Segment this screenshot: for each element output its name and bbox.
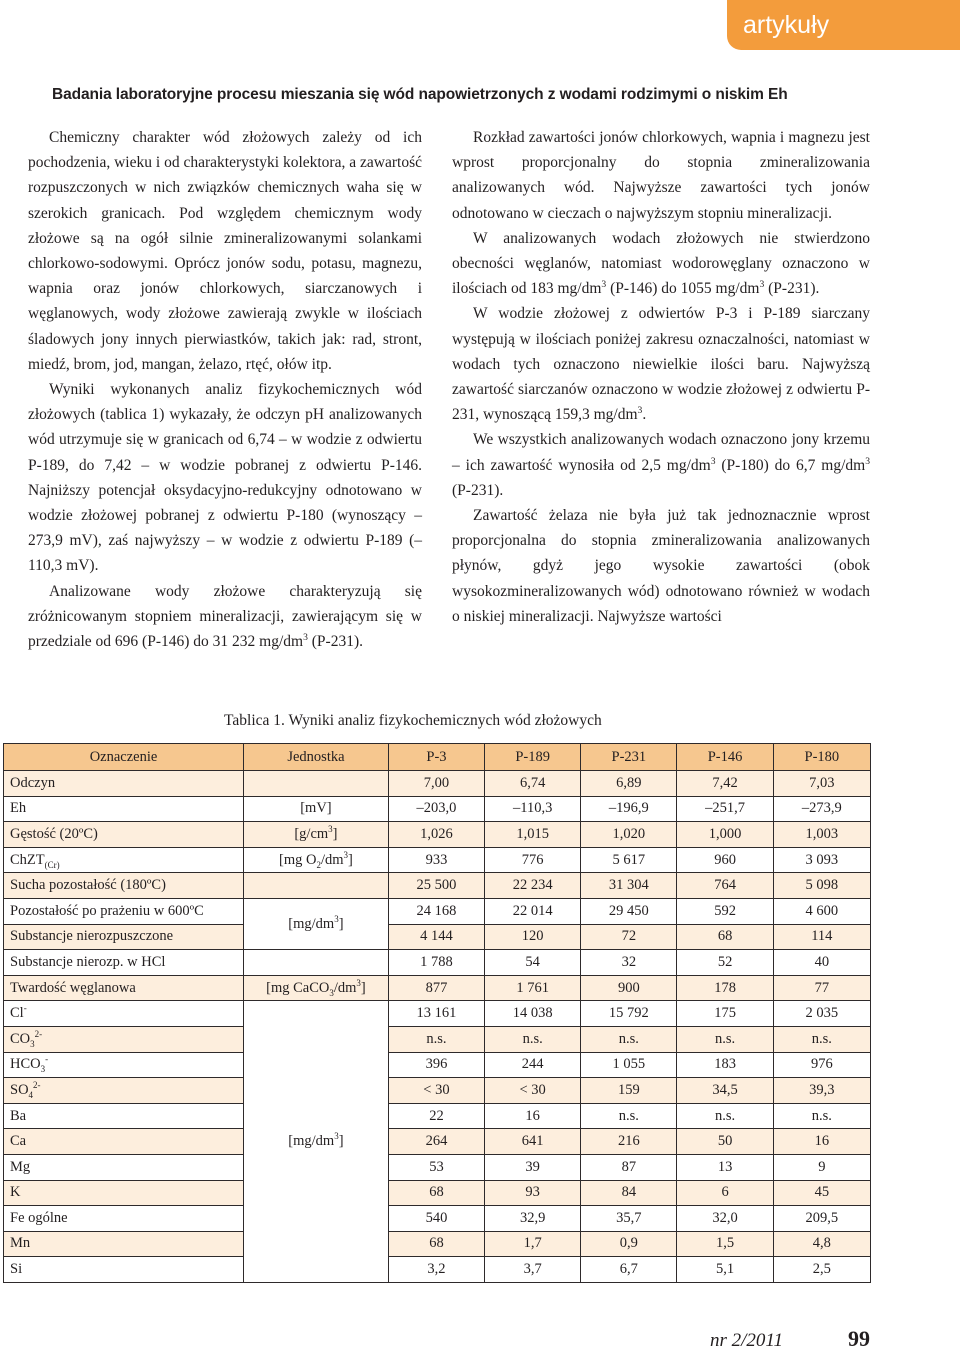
value-cell: 209,5 [773, 1206, 870, 1232]
value-cell: 6,89 [581, 771, 677, 797]
superscript: 3 [334, 913, 339, 924]
issue-number: nr 2/2011 [710, 1330, 784, 1351]
superscript: 3 [328, 824, 333, 835]
left-text-column [28, 125, 422, 654]
value-cell: 776 [485, 847, 581, 873]
value-cell: –251,7 [677, 796, 773, 822]
value-cell: 900 [581, 975, 677, 1001]
value-cell: 68 [388, 1180, 484, 1206]
table-row [4, 1001, 871, 1027]
superscript: - [23, 1003, 27, 1014]
value-cell: 877 [388, 975, 484, 1001]
value-cell: < 30 [388, 1078, 484, 1104]
table-row [4, 847, 871, 873]
value-cell: –203,0 [388, 796, 484, 822]
value-cell: 540 [388, 1206, 484, 1232]
parameter-cell: Eh [4, 796, 244, 822]
unit-cell [244, 950, 389, 976]
results-table [3, 743, 871, 1283]
table-row [4, 1231, 871, 1257]
superscript: 3 [303, 631, 308, 643]
unit-cell: $[g/cm^3]$ [244, 822, 389, 848]
value-cell: 264 [388, 1129, 484, 1155]
parameter-cell: Sucha pozostałość (180ºC) [4, 873, 244, 899]
superscript: 3 [334, 1131, 339, 1142]
table-row [4, 924, 871, 950]
value-cell: 34,5 [677, 1078, 773, 1104]
value-cell: 3,2 [388, 1257, 484, 1283]
value-cell: n.s. [581, 1103, 677, 1129]
value-cell: 1,000 [677, 822, 773, 848]
subscript: 3 [40, 1064, 46, 1075]
superscript: 3 [343, 849, 349, 860]
value-cell: 9 [773, 1154, 870, 1180]
header-cell-well: P-146 [677, 744, 773, 771]
section-tab: artykuły [727, 0, 960, 50]
body-paragraph: Wyniki wykonanych analiz fizykochemicznych wód złożowych (tablica 1) wykazały, że odczyn pH analizowanych wód utrzymuje się w granicach od 6,74 – w wodzie z odwiertu P-189, do 7,42 – w wodzie pobranej z odwiertu P-146. Najniższy potencjał oksydacyjno-redukcyjny odnotowano w wodzie złożowej pobranej z odwiertu P-180 (wynoszący –273,9 mV), zaś najwyższy – w wodzie z odwiertu P-189 (–110,3 mV). [28, 381, 422, 575]
value-cell: 114 [773, 924, 870, 950]
header-cell-well: P-189 [485, 744, 581, 771]
parameter-cell: Ca [4, 1129, 244, 1155]
table-header-row [4, 744, 871, 771]
table-row [4, 1206, 871, 1232]
value-cell: 244 [485, 1052, 581, 1078]
value-cell: 87 [581, 1154, 677, 1180]
table-row [4, 1154, 871, 1180]
body-paragraph: Analizowane wody złożowe charakteryzują się zróżnicowanym stopniem mineralizacji, zawierającym się w przedziale od 696 (P-146) do 31 232 $mg/dm^3$ (P-231). [28, 582, 422, 651]
value-cell: 1 055 [581, 1052, 677, 1078]
value-cell: 77 [773, 975, 870, 1001]
value-cell: 16 [773, 1129, 870, 1155]
superscript: - [45, 1054, 49, 1065]
value-cell: n.s. [485, 1026, 581, 1052]
unit-cell [244, 873, 389, 899]
value-cell: 22 014 [485, 898, 581, 924]
body-paragraph: Chemiczny charakter wód złożowych zależy od ich pochodzenia, wieku i od charakterystyki kolektora, a zawartość rozpuszczonych w nich związków chemicznych waha się w szerokich granicach. Pod względem chemicznym wody złożowe są na ogół silnie zmineralizowanymi solankami chlorkowo-sodowymi. Oprócz jonów sodu, potasu, magnezu, wapnia oraz jonów chlorkowych, siarczanowych i węglanowych, wody złożowe zawierają zwykle w ilościach śladowych jony innych pierwiastków, takich jak: rad, stront, miedź, brom, jod, mangan, żelazo, rtęć, ołów itp. [28, 129, 422, 373]
value-cell: n.s. [773, 1103, 870, 1129]
table-row [4, 950, 871, 976]
subscript: 3 [30, 1038, 35, 1049]
value-cell: 5 617 [581, 847, 677, 873]
body-paragraph: We wszystkich analizowanych wodach oznaczono jony krzemu – ich zawartość wynosiła od 2,5 $mg/dm^3$ (P-180) do 6,7 $mg/dm^3$ (P-231). [452, 431, 870, 499]
parameter-cell: Mg [4, 1154, 244, 1180]
parameter-cell: $CO_3^{2-}$ [4, 1026, 244, 1052]
table-body [4, 771, 871, 1283]
value-cell: 52 [677, 950, 773, 976]
value-cell: 5 098 [773, 873, 870, 899]
value-cell: n.s. [581, 1026, 677, 1052]
right-text-column [452, 125, 870, 629]
table-row [4, 1129, 871, 1155]
unit-cell: $[mg/dm^3]$ [244, 1001, 389, 1283]
table-row [4, 822, 871, 848]
header-cell-well: P-180 [773, 744, 870, 771]
body-paragraph: W wodzie złożowej z odwiertów P-3 i P-189 siarczany występują w ilościach poniżej zakresu oznaczalności, natomiast w wodach tych oznaczono niewielkie ilości baru. Najwyższą zawartość siarczanów oznaczono w wodzie złożowej z odwiertu P-231, wynoszącą 159,3 $mg/dm^3$. [452, 305, 870, 424]
subscript: 4 [28, 1089, 34, 1100]
value-cell: 4 600 [773, 898, 870, 924]
value-cell: 72 [581, 924, 677, 950]
article-headline: Badania laboratoryjne procesu mieszania się wód napowietrzonych z wodami rodzimymi o niskim Eh [52, 86, 788, 103]
value-cell: 1,026 [388, 822, 484, 848]
value-cell: < 30 [485, 1078, 581, 1104]
value-cell: 183 [677, 1052, 773, 1078]
value-cell: 1,5 [677, 1231, 773, 1257]
value-cell: 24 168 [388, 898, 484, 924]
value-cell: –273,9 [773, 796, 870, 822]
table-row [4, 1257, 871, 1283]
value-cell: 15 792 [581, 1001, 677, 1027]
value-cell: 3,7 [485, 1257, 581, 1283]
value-cell: 960 [677, 847, 773, 873]
value-cell: 22 [388, 1103, 484, 1129]
value-cell: 32,9 [485, 1206, 581, 1232]
superscript: 3 [601, 279, 607, 291]
value-cell: 175 [677, 1001, 773, 1027]
parameter-cell: Si [4, 1257, 244, 1283]
value-cell: 13 161 [388, 1001, 484, 1027]
table-row [4, 873, 871, 899]
header-cell-well: P-231 [581, 744, 677, 771]
value-cell: 14 038 [485, 1001, 581, 1027]
body-paragraph: Zawartość żelaza nie była już tak jednoznacznie wprost proporcjonalna do stopnia zmineralizowania analizowanych płynów, gdyż jego wysokie zawartości (obok wysokozmineralizowanych wód) odnotowano również w wodach o niskiej mineralizacji. Najwyższe wartości [452, 507, 870, 625]
value-cell: n.s. [388, 1026, 484, 1052]
table-row [4, 1103, 871, 1129]
value-cell: 5,1 [677, 1257, 773, 1283]
value-cell: 6,74 [485, 771, 581, 797]
value-cell: 159 [581, 1078, 677, 1104]
value-cell: 29 450 [581, 898, 677, 924]
unit-cell: [mg $O_2/dm^3$] [244, 847, 389, 873]
unit-cell: [mg $CaCO_3/dm^3$] [244, 975, 389, 1001]
table-head [4, 744, 871, 771]
value-cell: 1,020 [581, 822, 677, 848]
value-cell: 4 144 [388, 924, 484, 950]
value-cell: 6,7 [581, 1257, 677, 1283]
subscript: (Cr) [44, 859, 60, 870]
table-caption: Tablica 1. Wyniki analiz fizykochemicznych wód złożowych [224, 712, 602, 729]
value-cell: 178 [677, 975, 773, 1001]
value-cell: n.s. [677, 1026, 773, 1052]
page-number: 99 [848, 1326, 870, 1351]
value-cell: 976 [773, 1052, 870, 1078]
value-cell: 641 [485, 1129, 581, 1155]
table-row [4, 1052, 871, 1078]
value-cell: 0,9 [581, 1231, 677, 1257]
value-cell: 54 [485, 950, 581, 976]
parameter-cell: Substancje nierozpuszczone [4, 924, 244, 950]
value-cell: 39,3 [773, 1078, 870, 1104]
table-row [4, 975, 871, 1001]
value-cell: 1 788 [388, 950, 484, 976]
value-cell: 1 761 [485, 975, 581, 1001]
value-cell: –110,3 [485, 796, 581, 822]
parameter-cell: ChZT$_{(Cr)}$ [4, 847, 244, 873]
unit-cell [244, 771, 389, 797]
superscript: 3 [710, 455, 716, 467]
value-cell: 32,0 [677, 1206, 773, 1232]
header-cell-well: P-3 [388, 744, 484, 771]
subscript: 3 [329, 987, 334, 998]
table-row [4, 898, 871, 924]
table-row [4, 1180, 871, 1206]
value-cell: 6 [677, 1180, 773, 1206]
value-cell: 2,5 [773, 1257, 870, 1283]
value-cell: 16 [485, 1103, 581, 1129]
value-cell: 53 [388, 1154, 484, 1180]
parameter-cell: Twardość węglanowa [4, 975, 244, 1001]
value-cell: 50 [677, 1129, 773, 1155]
value-cell: 592 [677, 898, 773, 924]
parameter-cell: $SO_4^{2-}$ [4, 1078, 244, 1104]
value-cell: 1,7 [485, 1231, 581, 1257]
value-cell: 25 500 [388, 873, 484, 899]
superscript: 3 [865, 455, 870, 467]
body-paragraph: W analizowanych wodach złożowych nie stwierdzono obecności węglanów, natomiast wodorowęglany oznaczono w ilościach od 183 $mg/dm^3$ (P-146) do 1055 $mg/dm^3$ (P-231). [452, 229, 870, 298]
superscript: 3 [356, 977, 361, 988]
table-row [4, 1026, 871, 1052]
value-cell: 120 [485, 924, 581, 950]
value-cell: 31 304 [581, 873, 677, 899]
superscript: 3 [759, 279, 765, 291]
parameter-cell: Mn [4, 1231, 244, 1257]
value-cell: 216 [581, 1129, 677, 1155]
value-cell: 396 [388, 1052, 484, 1078]
header-cell-parameter: Oznaczenie [4, 744, 244, 771]
parameter-cell: Pozostałość po prażeniu w 600ºC [4, 898, 244, 924]
value-cell: 13 [677, 1154, 773, 1180]
value-cell: 3 093 [773, 847, 870, 873]
parameter-cell: Cl- [4, 1001, 244, 1027]
value-cell: 84 [581, 1180, 677, 1206]
value-cell: 7,42 [677, 771, 773, 797]
superscript: 3 [637, 405, 643, 417]
value-cell: n.s. [773, 1026, 870, 1052]
value-cell: –196,9 [581, 796, 677, 822]
table-row [4, 1078, 871, 1104]
value-cell: 22 234 [485, 873, 581, 899]
value-cell: 40 [773, 950, 870, 976]
value-cell: 764 [677, 873, 773, 899]
value-cell: 4,8 [773, 1231, 870, 1257]
superscript: 2- [33, 1080, 41, 1091]
body-paragraph: Rozkład zawartości jonów chlorkowych, wapnia i magnezu jest wprost proporcjonalny do stopnia zmineralizowania analizowanych wód. Najwyższe zawartości tych jonów odnotowano w cieczach o najwyższym stopniu mineralizacji. [452, 129, 870, 222]
parameter-cell: Odczyn [4, 771, 244, 797]
value-cell: n.s. [677, 1103, 773, 1129]
value-cell: 1,015 [485, 822, 581, 848]
value-cell: 2 035 [773, 1001, 870, 1027]
unit-cell: [mV] [244, 796, 389, 822]
subscript: 2 [316, 859, 321, 870]
value-cell: 93 [485, 1180, 581, 1206]
unit-cell: $[mg/dm^3]$ [244, 898, 389, 949]
table-row [4, 771, 871, 797]
table-row [4, 796, 871, 822]
header-cell-unit: Jednostka [244, 744, 389, 771]
value-cell: 39 [485, 1154, 581, 1180]
value-cell: 35,7 [581, 1206, 677, 1232]
value-cell: 933 [388, 847, 484, 873]
parameter-cell: K [4, 1180, 244, 1206]
value-cell: 1,003 [773, 822, 870, 848]
parameter-cell: Ba [4, 1103, 244, 1129]
parameter-cell: Gęstość (20ºC) [4, 822, 244, 848]
superscript: 2- [34, 1028, 43, 1039]
parameter-cell: $HCO_3^-$ [4, 1052, 244, 1078]
parameter-cell: Fe ogólne [4, 1206, 244, 1232]
parameter-cell: Substancje nierozp. w HCl [4, 950, 244, 976]
value-cell: 45 [773, 1180, 870, 1206]
value-cell: 68 [388, 1231, 484, 1257]
value-cell: 32 [581, 950, 677, 976]
value-cell: 7,03 [773, 771, 870, 797]
value-cell: 7,00 [388, 771, 484, 797]
value-cell: 68 [677, 924, 773, 950]
